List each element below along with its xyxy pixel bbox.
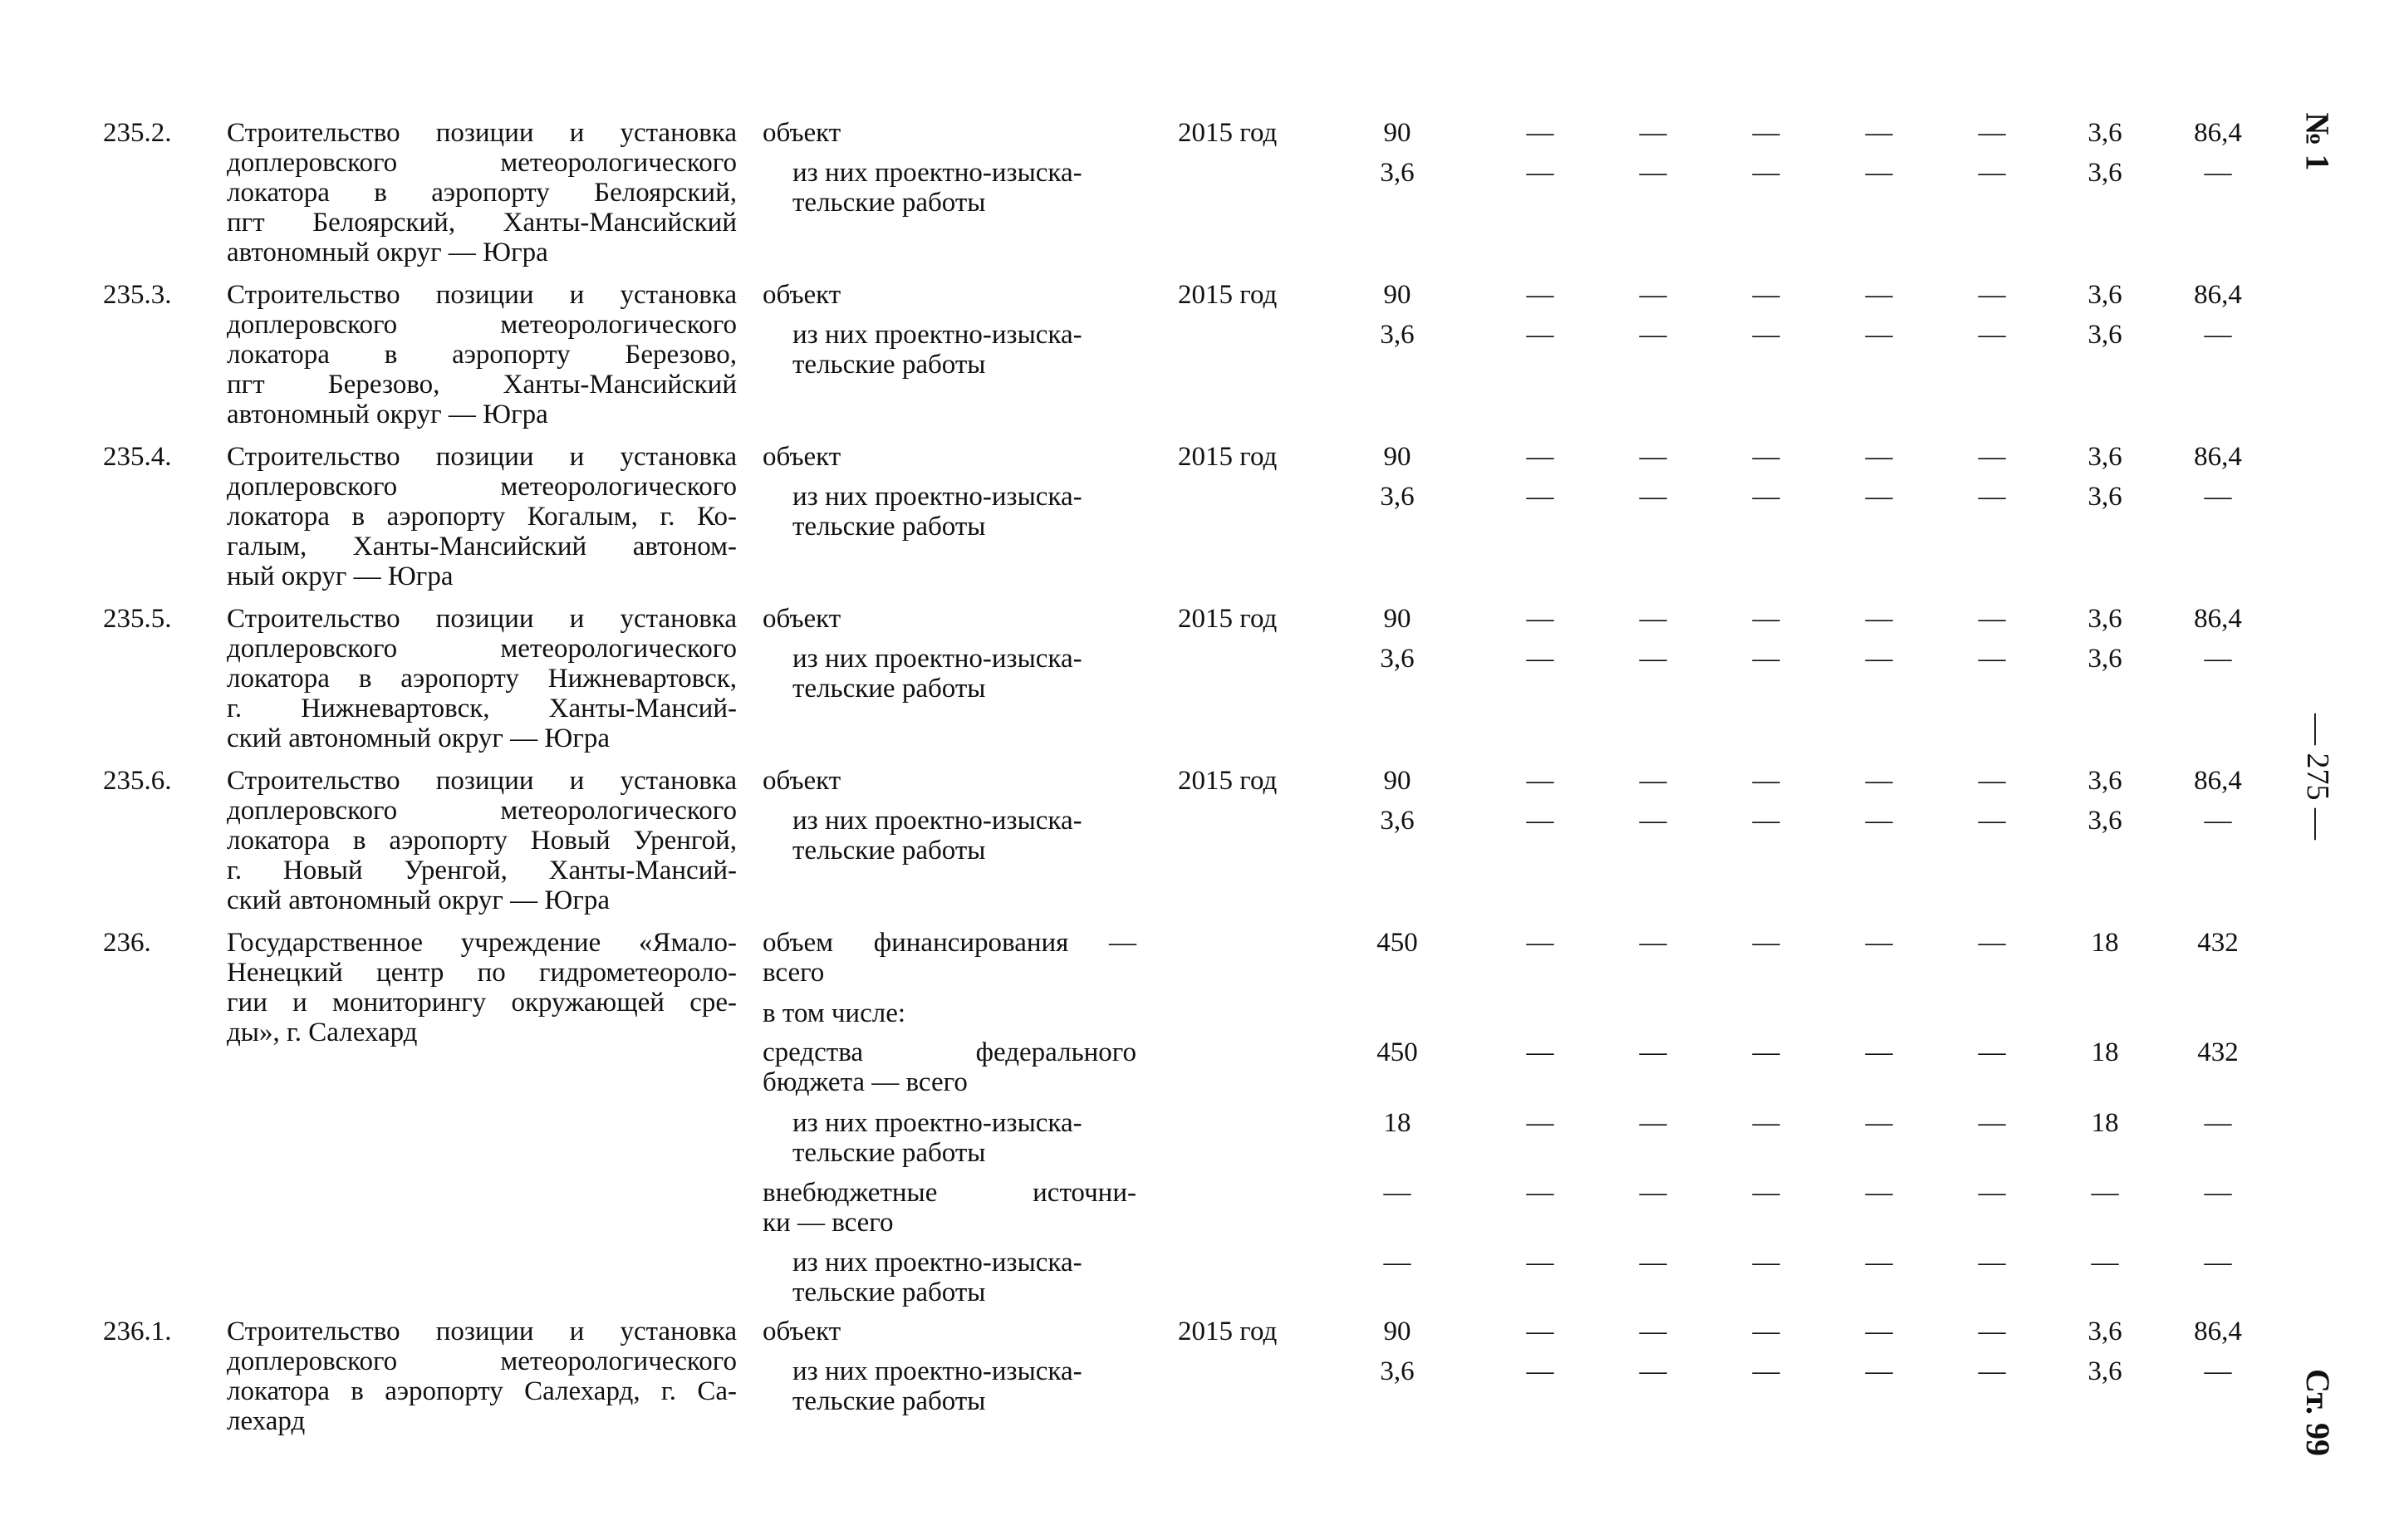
indicator-label: всего [763, 958, 825, 988]
value-cell: — [1978, 644, 2006, 674]
object-name-line: автономный округ — Югра [227, 238, 548, 267]
total-cell: 3,6 [1380, 320, 1415, 350]
value-cell: — [1639, 928, 1667, 958]
year-cell: 2015 год [1178, 1317, 1278, 1346]
value-cell: — [1865, 1178, 1893, 1208]
value-cell: — [1978, 320, 2006, 350]
value-cell: — [1526, 806, 1554, 836]
value-cell: — [1752, 1317, 1780, 1346]
value-cell: 18 [2091, 928, 2119, 958]
total-cell: 90 [1383, 766, 1411, 796]
value-cell: — [1526, 1248, 1554, 1278]
object-name-line: доплеровского метеорологического [227, 1346, 737, 1376]
object-name-line: ский автономный округ — Югра [227, 885, 611, 915]
indicator-label: из них проектно-изыска- [792, 1108, 1082, 1138]
value-cell: — [1865, 1317, 1893, 1346]
value-cell: — [1978, 1178, 2006, 1208]
row-number: 235.2. [103, 118, 172, 148]
year-cell: 2015 год [1178, 280, 1278, 310]
value-cell: — [1639, 1037, 1667, 1067]
value-cell: — [1752, 118, 1780, 148]
value-cell: 3,6 [2088, 806, 2122, 836]
object-name-line: локатора в аэропорту Нижневартовск, [227, 664, 737, 694]
value-cell: — [1639, 1108, 1667, 1138]
value-cell: 18 [2091, 1037, 2119, 1067]
value-cell: — [1526, 766, 1554, 796]
value-cell: — [1978, 1356, 2006, 1386]
total-cell: 3,6 [1380, 1356, 1415, 1386]
value-cell: — [1526, 442, 1554, 472]
value-cell: 3,6 [2088, 442, 2122, 472]
value-cell: — [1865, 604, 1893, 634]
value-cell: — [1526, 1108, 1554, 1138]
value-cell: 3,6 [2088, 766, 2122, 796]
value-cell: — [1752, 766, 1780, 796]
object-name-line: Ненецкий центр по гидрометеороло- [227, 958, 737, 988]
value-cell: — [1752, 1356, 1780, 1386]
indicator-label: из них проектно-изыска- [792, 1356, 1082, 1386]
indicator-label: объем финансирования — [763, 928, 1136, 958]
object-name-line: Государственное учреждение «Ямало- [227, 928, 737, 958]
value-cell: — [2204, 1248, 2232, 1278]
value-cell: — [1865, 442, 1893, 472]
row-number: 236.1. [103, 1317, 172, 1346]
value-cell: — [1752, 1248, 1780, 1278]
indicator-label: из них проектно-изыска- [792, 644, 1082, 674]
value-cell: — [1865, 280, 1893, 310]
indicator-label: из них проектно-изыска- [792, 482, 1082, 512]
value-cell: — [1526, 1356, 1554, 1386]
object-name-line: Строительство позиции и установка [227, 1317, 737, 1346]
year-cell: 2015 год [1178, 604, 1278, 634]
object-name-line: г. Нижневартовск, Ханты-Мансий- [227, 694, 737, 723]
object-name-line: локатора в аэропорту Новый Уренгой, [227, 826, 737, 856]
indicator-label: в том числе: [763, 998, 906, 1028]
value-cell: 86,4 [2194, 766, 2242, 796]
indicator-label: объект [763, 280, 841, 310]
value-cell: — [1865, 158, 1893, 188]
value-cell: — [2204, 1178, 2232, 1208]
year-cell: 2015 год [1178, 442, 1278, 472]
row-number: 235.5. [103, 604, 172, 634]
value-cell: — [1639, 604, 1667, 634]
indicator-label: тельские работы [792, 836, 986, 866]
object-name-line: доплеровского метеорологического [227, 472, 737, 502]
total-cell: 3,6 [1380, 482, 1415, 512]
total-cell: 3,6 [1380, 158, 1415, 188]
value-cell: — [1526, 482, 1554, 512]
row-number: 235.6. [103, 766, 172, 796]
indicator-label: из них проектно-изыска- [792, 1248, 1082, 1278]
year-cell: 2015 год [1178, 766, 1278, 796]
value-cell: — [1752, 806, 1780, 836]
value-cell: 86,4 [2194, 442, 2242, 472]
object-name-line: локатора в аэропорту Когалым, г. Ко- [227, 502, 737, 532]
page-number: — 275 — [2300, 714, 2335, 840]
total-cell: 90 [1383, 1317, 1411, 1346]
value-cell: — [1978, 1108, 2006, 1138]
value-cell: — [1978, 280, 2006, 310]
value-cell: 3,6 [2088, 604, 2122, 634]
value-cell: — [1639, 1248, 1667, 1278]
indicator-label: тельские работы [792, 512, 986, 542]
total-cell: 3,6 [1380, 644, 1415, 674]
value-cell: — [2204, 1108, 2232, 1138]
indicator-label: объект [763, 442, 841, 472]
value-cell: — [1752, 644, 1780, 674]
value-cell: — [1978, 604, 2006, 634]
object-name-line: Строительство позиции и установка [227, 766, 737, 796]
value-cell: 86,4 [2194, 118, 2242, 148]
indicator-label: из них проектно-изыска- [792, 158, 1082, 188]
value-cell: — [1865, 766, 1893, 796]
indicator-label: объект [763, 1317, 841, 1346]
object-name-line: локатора в аэропорту Березово, [227, 340, 737, 370]
object-name-line: Строительство позиции и установка [227, 604, 737, 634]
value-cell: — [1752, 320, 1780, 350]
value-cell: — [1865, 644, 1893, 674]
value-cell: — [1639, 118, 1667, 148]
value-cell: 432 [2197, 1037, 2239, 1067]
indicator-label: тельские работы [792, 1278, 986, 1307]
total-cell: 90 [1383, 442, 1411, 472]
value-cell: — [1526, 604, 1554, 634]
value-cell: 3,6 [2088, 158, 2122, 188]
value-cell: — [1978, 442, 2006, 472]
value-cell: — [1978, 118, 2006, 148]
value-cell: — [1978, 766, 2006, 796]
object-name-line: Строительство позиции и установка [227, 118, 737, 148]
value-cell: — [2091, 1248, 2119, 1278]
value-cell: 432 [2197, 928, 2239, 958]
value-cell: — [1526, 644, 1554, 674]
value-cell: — [1865, 1108, 1893, 1138]
indicator-label: тельские работы [792, 350, 986, 380]
object-name-line: локатора в аэропорту Салехард, г. Са- [227, 1376, 737, 1406]
value-cell: 3,6 [2088, 1317, 2122, 1346]
object-name-line: гии и мониторингу окружающей сре- [227, 988, 737, 1018]
object-name-line: галым, Ханты-Мансийский автоном- [227, 532, 737, 562]
indicator-label: из них проектно-изыска- [792, 320, 1082, 350]
value-cell: — [2204, 482, 2232, 512]
value-cell: 3,6 [2088, 644, 2122, 674]
value-cell: — [1978, 806, 2006, 836]
indicator-label: тельские работы [792, 188, 986, 218]
indicator-label: объект [763, 604, 841, 634]
value-cell: — [2204, 644, 2232, 674]
total-cell: 90 [1383, 280, 1411, 310]
value-cell: — [1978, 158, 2006, 188]
total-cell: 90 [1383, 118, 1411, 148]
value-cell: — [1752, 1037, 1780, 1067]
object-name-line: доплеровского метеорологического [227, 796, 737, 826]
value-cell: 3,6 [2088, 482, 2122, 512]
indicator-label: из них проектно-изыска- [792, 806, 1082, 836]
indicator-label: ки — всего [763, 1208, 894, 1238]
object-name-line: локатора в аэропорту Белоярский, [227, 178, 737, 208]
value-cell: 3,6 [2088, 1356, 2122, 1386]
value-cell: — [1978, 1317, 2006, 1346]
total-cell: 450 [1376, 1037, 1418, 1067]
value-cell: 18 [2091, 1108, 2119, 1138]
value-cell: — [2204, 806, 2232, 836]
value-cell: — [1639, 1356, 1667, 1386]
value-cell: — [1526, 928, 1554, 958]
object-name-line: г. Новый Уренгой, Ханты-Мансий- [227, 856, 737, 885]
value-cell: — [1526, 1317, 1554, 1346]
total-cell: 90 [1383, 604, 1411, 634]
value-cell: — [1865, 1037, 1893, 1067]
value-cell: — [1865, 928, 1893, 958]
indicator-label: тельские работы [792, 1138, 986, 1168]
value-cell: 3,6 [2088, 118, 2122, 148]
value-cell: — [1526, 320, 1554, 350]
value-cell: — [1978, 1037, 2006, 1067]
value-cell: — [1978, 928, 2006, 958]
row-number: 235.3. [103, 280, 172, 310]
indicator-label: объект [763, 118, 841, 148]
total-cell: 450 [1376, 928, 1418, 958]
value-cell: 3,6 [2088, 280, 2122, 310]
value-cell: — [1526, 1178, 1554, 1208]
value-cell: — [1639, 766, 1667, 796]
value-cell: — [1639, 1317, 1667, 1346]
value-cell: — [1752, 482, 1780, 512]
total-cell: 18 [1383, 1108, 1411, 1138]
row-number: 236. [103, 928, 151, 958]
value-cell: 86,4 [2194, 1317, 2242, 1346]
value-cell: — [2204, 1356, 2232, 1386]
value-cell: — [1639, 280, 1667, 310]
year-cell: 2015 год [1178, 118, 1278, 148]
value-cell: — [1752, 158, 1780, 188]
value-cell: — [1639, 644, 1667, 674]
object-name-line: автономный округ — Югра [227, 400, 548, 429]
value-cell: — [1865, 482, 1893, 512]
indicator-label: тельские работы [792, 1386, 986, 1416]
value-cell: — [1639, 320, 1667, 350]
value-cell: — [1639, 482, 1667, 512]
indicator-label: тельские работы [792, 674, 986, 704]
indicator-label: объект [763, 766, 841, 796]
value-cell: 86,4 [2194, 280, 2242, 310]
total-cell: — [1383, 1178, 1411, 1208]
object-name-line: Строительство позиции и установка [227, 280, 737, 310]
value-cell: — [1865, 118, 1893, 148]
value-cell: — [1865, 1248, 1893, 1278]
value-cell: — [1752, 1108, 1780, 1138]
value-cell: — [1752, 280, 1780, 310]
article-number: Ст. 99 [2299, 1368, 2337, 1456]
object-name-line: ды», г. Салехард [227, 1018, 418, 1047]
value-cell: — [1639, 158, 1667, 188]
object-name-line: ский автономный округ — Югра [227, 723, 611, 753]
object-name-line: Строительство позиции и установка [227, 442, 737, 472]
value-cell: — [1752, 928, 1780, 958]
value-cell: — [1865, 1356, 1893, 1386]
value-cell: — [1639, 1178, 1667, 1208]
indicator-label: бюджета — всего [763, 1067, 968, 1097]
value-cell: — [1752, 442, 1780, 472]
value-cell: 86,4 [2194, 604, 2242, 634]
value-cell: — [2091, 1178, 2119, 1208]
value-cell: — [1978, 1248, 2006, 1278]
issue-number: № 1 [2299, 111, 2337, 171]
row-number: 235.4. [103, 442, 172, 472]
value-cell: — [2204, 158, 2232, 188]
value-cell: — [1752, 1178, 1780, 1208]
object-name-line: лехард [227, 1406, 306, 1436]
object-name-line: доплеровского метеорологического [227, 634, 737, 664]
object-name-line: доплеровского метеорологического [227, 310, 737, 340]
value-cell: — [1639, 442, 1667, 472]
value-cell: — [1639, 806, 1667, 836]
value-cell: — [1526, 1037, 1554, 1067]
object-name-line: пгт Березово, Ханты-Мансийский [227, 370, 737, 400]
value-cell: — [2204, 320, 2232, 350]
value-cell: — [1526, 118, 1554, 148]
object-name-line: доплеровского метеорологического [227, 148, 737, 178]
object-name-line: ный округ — Югра [227, 562, 454, 591]
indicator-label: внебюджетные источни- [763, 1178, 1136, 1208]
value-cell: — [1865, 806, 1893, 836]
indicator-label: средства федерального [763, 1037, 1136, 1067]
object-name-line: пгт Белоярский, Ханты-Мансийский [227, 208, 737, 238]
total-cell: 3,6 [1380, 806, 1415, 836]
value-cell: — [1526, 158, 1554, 188]
total-cell: — [1383, 1248, 1411, 1278]
value-cell: — [1978, 482, 2006, 512]
value-cell: — [1526, 280, 1554, 310]
value-cell: — [1865, 320, 1893, 350]
value-cell: 3,6 [2088, 320, 2122, 350]
value-cell: — [1752, 604, 1780, 634]
